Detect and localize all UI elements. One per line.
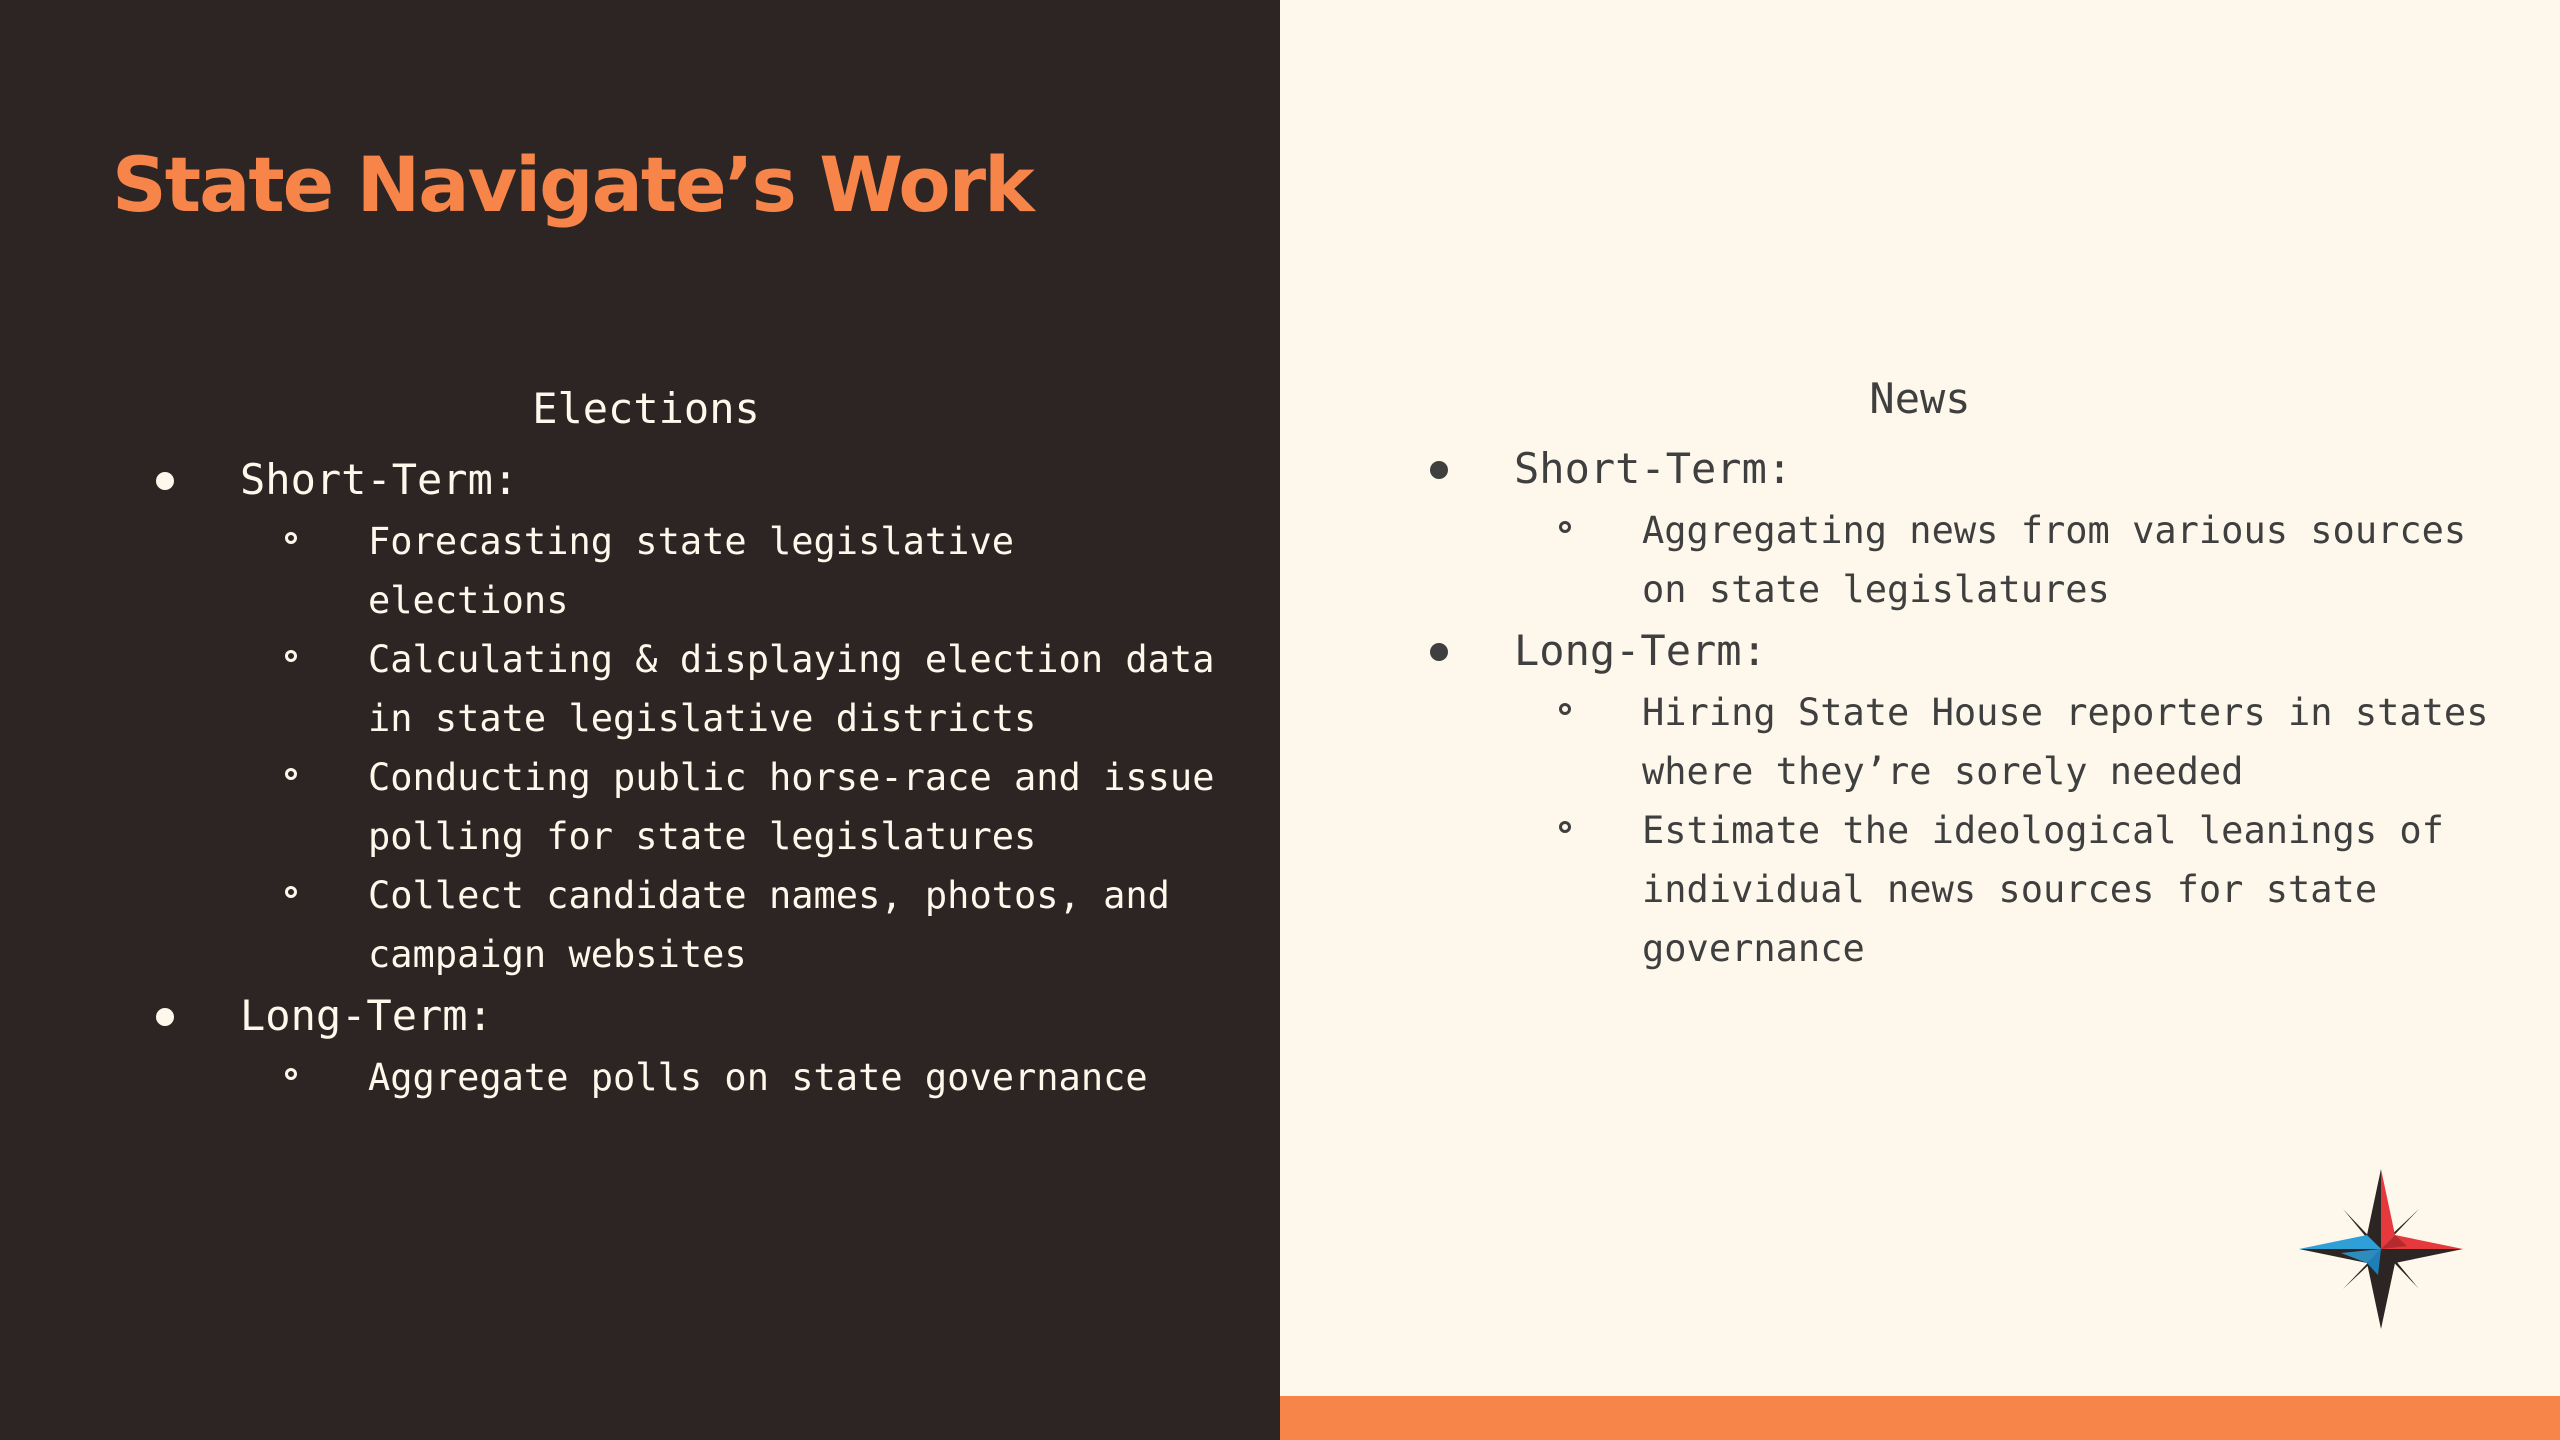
list-item: Aggregate polls on state governance (146, 1048, 1256, 1107)
circle-bullet-icon (1559, 821, 1571, 833)
circle-bullet-icon (1559, 703, 1571, 715)
elections-list (146, 448, 1246, 1107)
news-long-term-label: Long-Term: (1514, 626, 1767, 675)
news-short-term (1420, 437, 2520, 619)
circle-bullet-icon (1559, 521, 1571, 533)
news-long-term (1420, 619, 2520, 978)
news-heading: News (1869, 374, 1971, 423)
elections-long-term-items (146, 1048, 1246, 1107)
list-item: Calculating & displaying election data in state legislative districts (146, 630, 1256, 748)
list-item: Forecasting state legislative elections (146, 512, 1256, 630)
list-item: Estimate the ideological leanings of individual news sources for state governance (1420, 801, 2520, 978)
circle-bullet-icon (285, 886, 297, 898)
bullet-dot-icon (1430, 461, 1448, 479)
slide-title: State Navigate’s Work (112, 140, 1033, 229)
list-item: Hiring State House reporters in states where they’re sorely needed (1420, 683, 2520, 801)
circle-bullet-icon (285, 650, 297, 662)
list-item: Collect candidate names, photos, and campaign websites (146, 866, 1256, 984)
news-long-term-items (1420, 683, 2520, 978)
accent-bar (1280, 1396, 2560, 1440)
bullet-dot-icon (156, 1008, 174, 1026)
bullet-dot-icon (1430, 643, 1448, 661)
elections-long-term (146, 984, 1246, 1107)
elections-long-term-label: Long-Term: (240, 991, 493, 1040)
news-list (1420, 437, 2520, 978)
elections-short-term-items (146, 512, 1246, 984)
bullet-dot-icon (156, 472, 174, 490)
news-short-term-label: Short-Term: (1514, 444, 1793, 493)
circle-bullet-icon (285, 1068, 297, 1080)
elections-short-term-label: Short-Term: (240, 455, 519, 504)
elections-heading: Elections (532, 384, 760, 433)
list-item: Aggregating news from various sources on state legislatures (1420, 501, 2520, 619)
compass-star-icon (2296, 1166, 2466, 1332)
news-short-term-items (1420, 501, 2520, 619)
list-item: Conducting public horse-race and issue polling for state legislatures (146, 748, 1256, 866)
circle-bullet-icon (285, 532, 297, 544)
elections-short-term (146, 448, 1246, 984)
circle-bullet-icon (285, 768, 297, 780)
